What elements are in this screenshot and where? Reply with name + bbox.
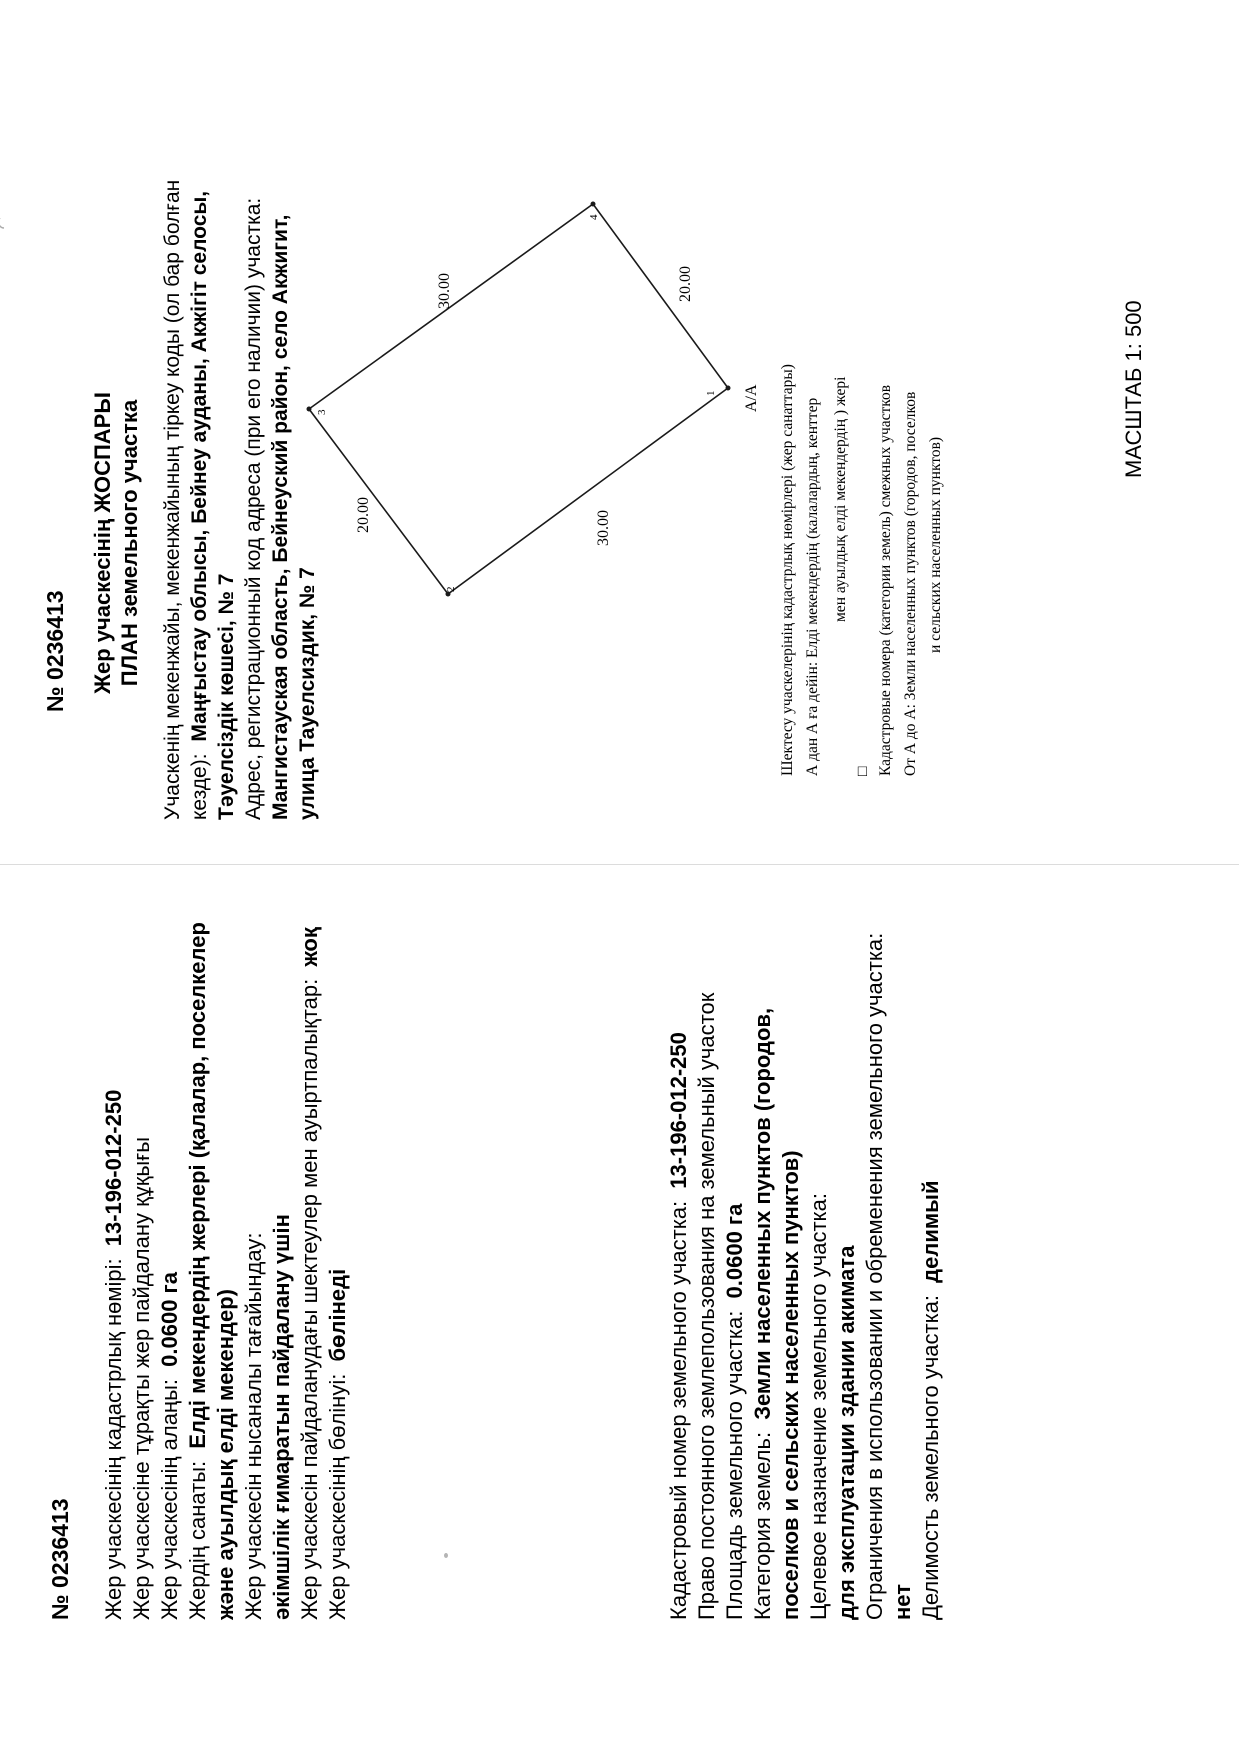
plan-header: [42, 392, 142, 712]
ru-section: [666, 933, 943, 1620]
address-kz-value-1: Маңғыстау облысы, Бейнеу ауданы, Акжігіт селосы,: [188, 190, 211, 742]
kz-category-value-2: және ауылдық елді мекендер): [213, 1289, 238, 1620]
kz-section: [47, 922, 350, 1621]
address-ru-value-1: Мангистауская область, Бейнеуский район, село Акжигит,: [269, 214, 292, 820]
ru-cadastral-line: [666, 1032, 691, 1620]
side-length-4-1: 20.00: [677, 266, 694, 302]
side-length-3-4: 30.00: [436, 273, 453, 309]
kz-divisibility-label: Жер учаскесінің бөлінуі:: [325, 1373, 350, 1620]
kz-category-value-1: Елді мекендердің жерлері (қалалар, поселкелер: [185, 922, 210, 1449]
legend-kz-1: Шектесу учаскелерінің кадастрлық нөмірлері (жер санаттары): [779, 364, 796, 776]
certificate-text-panel: [0, 864, 1239, 1752]
kz-restrictions-label: Жер учаскесін пайдаланудағы шектеулер мен ауыртпалықтар:: [297, 978, 322, 1620]
ru-right-label: Право постоянного землепользования на земельный участок: [694, 992, 719, 1620]
kz-area-line: [157, 1271, 182, 1620]
ru-area-label: Площадь земельного участка:: [722, 1310, 747, 1620]
kz-restrictions-line: [297, 926, 322, 1620]
kz-document-number: № 0236413: [47, 1498, 73, 1620]
legend-ru-3: и сельских населенных пунктов): [927, 436, 944, 653]
side-length-2-3: 20.00: [355, 497, 372, 533]
kz-cadastral-label: Жер учаскесінің кадастрлық нөмірі:: [101, 1258, 126, 1620]
plan-scale: МАСШТАБ 1: 500: [1121, 300, 1146, 478]
ru-area-line: [722, 1203, 747, 1620]
kz-cadastral-line: [101, 1090, 126, 1620]
parcel-vertex-1: [726, 386, 731, 391]
kz-divisibility-value: бөлінеді: [325, 1268, 350, 1362]
kz-category-label: Жердің санаты:: [185, 1460, 210, 1620]
parcel-vertex-3: [307, 407, 312, 412]
legend-kz-2: А дан А ға дейін: Елді мекендердің (калалардың, кенттер: [804, 397, 821, 776]
ru-divisibility-label: Делимость земельного участка:: [918, 1294, 943, 1620]
side-length-1-2: 30.00: [595, 510, 612, 546]
address-kz-value-2: Тәуелсіздік көшесі, № 7: [215, 573, 238, 820]
ru-category-line: [750, 1008, 775, 1620]
parcel-drawing: [307, 202, 761, 597]
kz-category-line: [185, 922, 210, 1620]
kz-restrictions-value: жоқ: [297, 927, 322, 967]
address-kz-line-2: [188, 191, 211, 820]
point-label-3: 3: [316, 409, 328, 415]
ru-category-value-2: поселков и сельских населенных пунктов): [778, 1150, 803, 1620]
address-ru-value-2: улица Тауелсиздик, № 7: [296, 567, 319, 820]
address-kz-label-2: кезде):: [188, 753, 211, 820]
plan-legend: [779, 364, 944, 776]
plan-title-ru: ПЛАН земельного участка: [117, 399, 142, 687]
ru-divisibility-value: делимый: [918, 1180, 943, 1283]
plan-address: [161, 180, 319, 820]
point-label-2: 2: [445, 586, 457, 592]
ru-purpose-value: для эксплуатации здании акимата: [834, 1245, 859, 1620]
parcel-vertex-4: [591, 202, 596, 207]
ru-restrictions-value: нет: [890, 1583, 915, 1620]
legend-ru-2: От А до А: Земли населенных пунктов (городов, поселков: [902, 391, 919, 776]
checkbox-icon: □: [854, 766, 871, 776]
land-plan-panel: [0, 0, 1239, 864]
kz-cadastral-value: 13-196-012-250: [101, 1089, 126, 1247]
point-label-4: 4: [588, 214, 600, 220]
kz-area-value: 0.0600 га: [157, 1272, 182, 1367]
plan-title-kz: Жер учаскесінің ЖОСПАРЫ: [90, 392, 115, 694]
ru-cadastral-label: Кадастровый номер земельного участка:: [666, 1200, 691, 1620]
kz-purpose-label: Жер учаскесін нысаналы тағайындау:: [241, 1232, 266, 1620]
legend-kz-3: мен ауылдық елді мекендердің ) жері: [832, 376, 849, 622]
ru-cadastral-value: 13-196-012-250: [666, 1032, 691, 1189]
point-label-1: 1: [705, 390, 717, 396]
legend-ru-1: Кадастровые номера (категории земель) смежных участков: [877, 384, 894, 776]
ru-area-value: 0.0600 га: [722, 1203, 747, 1299]
ru-category-value-1: Земли населенных пунктов (городов,: [750, 1007, 775, 1420]
kz-right-label: Жер учаскесіне тұрақты жер пайдалану құқығы: [129, 1136, 154, 1620]
kz-divisibility-line: [325, 1269, 350, 1620]
ru-category-label: Категория земель:: [750, 1431, 775, 1620]
address-kz-label-1: Учаскенің мекенжайы, мекенжайының тіркеу коды (ол бар болған: [161, 179, 184, 820]
address-ru-label: Адрес, регистрационный код адреса (при его наличии) участка:: [242, 197, 265, 820]
kz-purpose-value: әкімшілік ғимаратын пайдалану үшін: [269, 1214, 294, 1620]
hole-mark: [0, 218, 4, 228]
ru-restrictions-label: Ограничения в использовании и обременения земельного участка:: [862, 932, 887, 1620]
plan-document-number: № 0236413: [42, 590, 68, 712]
parcel-outline: [309, 204, 728, 594]
ru-divisibility-line: [918, 1181, 943, 1620]
direction-label-a-a: А/А: [743, 384, 760, 412]
kz-area-label: Жер учаскесінің алаңы:: [157, 1378, 182, 1620]
ru-purpose-label: Целевое назначение земельного участка:: [806, 1193, 831, 1620]
